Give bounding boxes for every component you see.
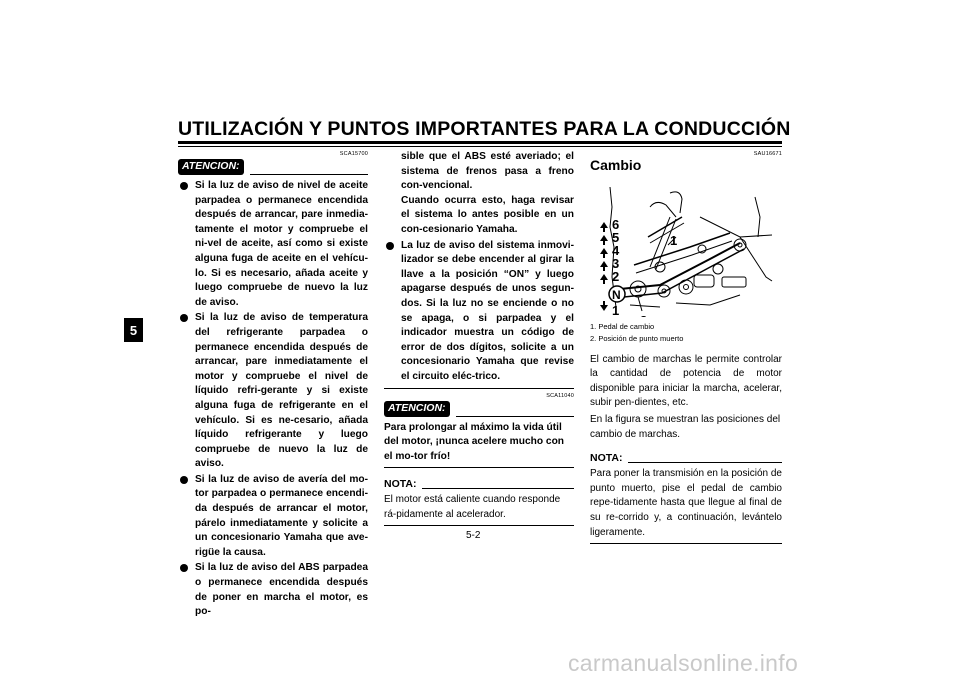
callout-2 xyxy=(640,313,647,317)
page-number: 5-2 xyxy=(466,530,481,541)
gear-label-5: 5 xyxy=(612,229,620,245)
nota-rule xyxy=(422,488,574,489)
list-item xyxy=(178,311,368,472)
gear-label-1: 1 xyxy=(612,302,620,317)
bullet-icon xyxy=(180,314,188,322)
list-item-text: Si la luz de aviso del ABS parpadea o permanece encendida después de poner en marcha el motor, es po- xyxy=(195,562,368,618)
atencion-heading xyxy=(178,159,368,175)
shift-pedal-illustration xyxy=(590,177,782,317)
nota-rule xyxy=(628,462,782,463)
paragraph-1: El cambio de marchas le permite controlar la cantidad de potencia de motor disponible para iniciar la marcha, acelerar, subir pen-dientes, etc. xyxy=(590,353,782,409)
gear-label-4: 4 xyxy=(612,242,620,258)
continued-text: sible que el ABS esté averiado; el sistema de frenos pasa a freno con-vencional. xyxy=(401,151,574,192)
gear-shift-figure xyxy=(590,177,782,317)
column-2 xyxy=(384,150,574,526)
bullet-icon xyxy=(180,476,188,484)
paragraph-2: En la figura se muestran las posiciones del cambio de marchas. xyxy=(590,413,781,440)
reference-code: SCA11040 xyxy=(546,392,574,399)
nota-text: Para poner la transmisión en la posición de punto muerto, pise el pedal de cambio repe-tidamente hasta que llegue al final de su re-corrido y, a continuación, levántelo ligeramente. xyxy=(590,468,782,538)
reference-code: SAU16671 xyxy=(753,151,782,157)
column-1 xyxy=(178,150,368,621)
warning-list-2 xyxy=(384,239,574,385)
nota-heading xyxy=(384,478,574,491)
section-end-rule xyxy=(384,525,574,526)
list-item-text: Si la luz de aviso de temperatura del refrigerante parpadea o permanece encendida después de arrancar, pare inmediatamente el motor y compruebe el nivel de líquido refri-gerante y si existe alguna fuga de refrigerante en el vehículo. Si es ne-cesario, añada líquido refrigerante y luego compruebe de nuevo la luz de aviso. xyxy=(195,312,368,470)
page-title: UTILIZACIÓN Y PUNTOS IMPORTANTES PARA LA CONDUCCIÓN xyxy=(178,118,791,140)
list-item xyxy=(178,473,368,561)
atencion-label: ATENCION: xyxy=(178,159,244,175)
header-rule xyxy=(178,141,782,144)
gear-label-6: 6 xyxy=(612,216,620,232)
section-end-rule xyxy=(384,467,574,468)
list-item-text: Si la luz de aviso de nivel de aceite parpadea o permanece encendida después de arrancar, pare inmedia-tamente el motor y compruebe el ni-vel de aceite, así como si existe alguna fuga de aceite en el vehícu-lo. Si es necesario, añada aceite y luego compruebe de nuevo la luz de aviso. xyxy=(195,180,368,308)
figure-captions xyxy=(590,321,782,345)
list-item-text: Si la luz de aviso de avería del mo-tor parpadea o permanece encendi-da después de arrancar el motor, párelo inmediatamente y solicite a un concesionario Yamaha que ave-rigüe la causa. xyxy=(195,473,368,558)
atencion-rule xyxy=(456,416,574,417)
callout-1: 1 xyxy=(670,232,678,248)
list-item-text: La luz de aviso del sistema inmovi-lizador se debe encender al girar la llave a la posición “ON” y luego apagarse después de unos segun-dos. Si la luz no se enciende o no se apaga, o si parpadea y el indicador muestra un código de error de dos dígitos, solicite a un concesionario Yamaha que revise el circuito eléc-trico. xyxy=(401,239,574,382)
section-end-rule xyxy=(590,543,782,544)
atencion-text: Para prolongar al máximo la vida útil del motor, ¡nunca acelere mucho con el mo-tor frío! xyxy=(384,421,565,462)
gear-label-2: 2 xyxy=(612,268,620,284)
gear-arrows xyxy=(600,222,608,311)
caption-1: 1. Pedal de cambio xyxy=(590,321,655,331)
gear-label-3: 3 xyxy=(612,255,620,271)
list-item xyxy=(384,239,574,385)
list-item xyxy=(178,179,368,310)
atencion-rule xyxy=(250,174,368,175)
bullet-icon xyxy=(386,242,394,250)
section-end-rule xyxy=(384,388,574,389)
nota-heading xyxy=(590,452,782,465)
gear-label-neutral: N xyxy=(612,287,621,302)
chapter-tab: 5 xyxy=(124,318,143,342)
reference-code: SCA15700 xyxy=(339,151,368,157)
atencion-label: ATENCION: xyxy=(384,401,450,417)
warning-list xyxy=(178,179,368,620)
section-title: Cambio xyxy=(590,157,642,173)
list-item xyxy=(178,561,368,619)
watermark: carmanualsonline.info xyxy=(568,650,799,676)
nota-text: El motor está caliente cuando responde rá-pidamente al acelerador. xyxy=(384,494,561,520)
nota-label: NOTA: xyxy=(590,452,623,465)
column-3 xyxy=(590,150,782,544)
nota-label: NOTA: xyxy=(384,478,417,491)
header-rule-thin xyxy=(178,146,782,147)
atencion-heading xyxy=(384,401,574,417)
continued-text-2: Cuando ocurra esto, haga revisar el sistema lo antes posible en un con-cesionario Yamaha. xyxy=(401,194,574,235)
bullet-icon xyxy=(180,182,188,190)
caption-2: 2. Posición de punto muerto xyxy=(590,333,684,343)
bullet-icon xyxy=(180,564,188,572)
